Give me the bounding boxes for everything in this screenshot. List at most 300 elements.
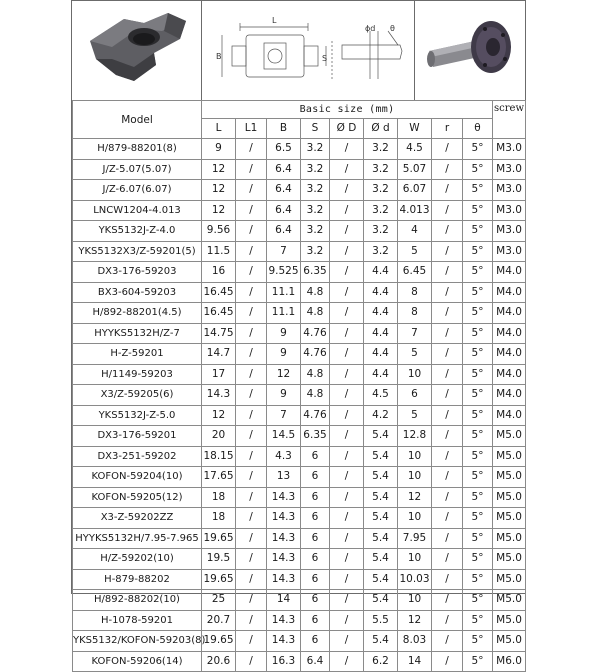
- screw-cell: M3.0: [493, 200, 526, 221]
- model-cell: H/879-88201(8): [73, 139, 202, 160]
- size-cell: 5°: [463, 282, 493, 303]
- screw-cell: M4.0: [493, 303, 526, 324]
- table-row: [73, 139, 526, 160]
- size-cell: /: [432, 528, 463, 549]
- size-cell: 4.2: [364, 405, 398, 426]
- size-cell: 14.75: [202, 323, 236, 344]
- size-cell: 3.2: [364, 159, 398, 180]
- size-cell: 3.2: [301, 159, 330, 180]
- size-cell: /: [236, 446, 267, 467]
- size-cell: 6: [301, 487, 330, 508]
- table-row: [73, 651, 526, 672]
- size-cell: 6.2: [364, 651, 398, 672]
- size-cell: 7.95: [398, 528, 432, 549]
- model-cell: DX3-176-59201: [73, 426, 202, 447]
- size-cell: 16.45: [202, 303, 236, 324]
- size-cell: 20: [202, 426, 236, 447]
- model-cell: H/1149-59203: [73, 364, 202, 385]
- block-part-3d-icon: [72, 1, 201, 100]
- screw-cell: M5.0: [493, 610, 526, 631]
- model-cell: H-Z-59201: [73, 344, 202, 365]
- size-cell: 4.8: [301, 364, 330, 385]
- size-cell: 5°: [463, 221, 493, 242]
- size-cell: 20.6: [202, 651, 236, 672]
- size-cell: 4.4: [364, 262, 398, 283]
- size-cell: 5°: [463, 651, 493, 672]
- size-cell: 14: [398, 651, 432, 672]
- size-cell: 4.76: [301, 405, 330, 426]
- size-cell: 5°: [463, 590, 493, 611]
- size-cell: 20.7: [202, 610, 236, 631]
- screw-cell: M5.0: [493, 426, 526, 447]
- size-cell: 17: [202, 364, 236, 385]
- model-header: Model: [73, 101, 202, 139]
- size-cell: 5°: [463, 569, 493, 590]
- model-cell: X3-Z-59202ZZ: [73, 508, 202, 529]
- size-cell: 6: [301, 446, 330, 467]
- screw-cell: M5.0: [493, 631, 526, 652]
- screw-cell: M4.0: [493, 385, 526, 406]
- size-cell: 19.5: [202, 549, 236, 570]
- table-row: [73, 405, 526, 426]
- size-cell: /: [236, 385, 267, 406]
- size-cell: 5°: [463, 549, 493, 570]
- size-cell: 12.8: [398, 426, 432, 447]
- model-cell: YKS5132X3/Z-59201(5): [73, 241, 202, 262]
- screw-cell: M4.0: [493, 364, 526, 385]
- size-cell: /: [236, 303, 267, 324]
- size-cell: 3.2: [364, 180, 398, 201]
- size-cell: 5°: [463, 446, 493, 467]
- size-cell: /: [330, 385, 364, 406]
- table-row: [73, 487, 526, 508]
- size-cell: 5.07: [398, 159, 432, 180]
- column-header: θ: [463, 119, 493, 139]
- size-cell: 5.4: [364, 426, 398, 447]
- table-row: [73, 303, 526, 324]
- table-row: [73, 241, 526, 262]
- size-cell: /: [432, 487, 463, 508]
- size-cell: 10.03: [398, 569, 432, 590]
- model-cell: YKS5132J-Z-4.0: [73, 221, 202, 242]
- size-cell: /: [236, 241, 267, 262]
- size-cell: /: [330, 262, 364, 283]
- screw-cell: M5.0: [493, 446, 526, 467]
- size-cell: 10: [398, 364, 432, 385]
- model-cell: H-879-88202: [73, 569, 202, 590]
- size-cell: 6.4: [267, 200, 301, 221]
- size-cell: 3.2: [301, 241, 330, 262]
- size-cell: 9: [267, 385, 301, 406]
- size-cell: /: [330, 200, 364, 221]
- size-cell: 3.2: [301, 221, 330, 242]
- size-cell: 5.4: [364, 528, 398, 549]
- size-cell: 5°: [463, 364, 493, 385]
- table-row: [73, 364, 526, 385]
- size-cell: /: [330, 303, 364, 324]
- size-cell: 5.4: [364, 508, 398, 529]
- screw-cell: M5.0: [493, 569, 526, 590]
- size-cell: 4.4: [364, 364, 398, 385]
- screw-cell: M5.0: [493, 590, 526, 611]
- size-cell: /: [236, 159, 267, 180]
- size-cell: /: [236, 508, 267, 529]
- size-cell: 19.65: [202, 528, 236, 549]
- table-row: [73, 282, 526, 303]
- size-cell: 5°: [463, 159, 493, 180]
- size-cell: 14.3: [267, 569, 301, 590]
- column-header: Ø d: [364, 119, 398, 139]
- size-cell: 5.5: [364, 610, 398, 631]
- size-cell: 5.4: [364, 569, 398, 590]
- column-header: L: [202, 119, 236, 139]
- size-cell: /: [432, 405, 463, 426]
- size-cell: /: [330, 426, 364, 447]
- size-cell: 6: [301, 590, 330, 611]
- size-cell: 6.5: [267, 139, 301, 160]
- size-cell: 6: [301, 508, 330, 529]
- model-cell: H/Z-59202(10): [73, 549, 202, 570]
- size-cell: /: [432, 364, 463, 385]
- size-cell: 6: [301, 549, 330, 570]
- size-cell: /: [330, 344, 364, 365]
- size-cell: 19.65: [202, 569, 236, 590]
- dim-B-label: B: [216, 52, 222, 61]
- size-cell: 6: [301, 467, 330, 488]
- size-cell: 5: [398, 405, 432, 426]
- size-cell: 6.45: [398, 262, 432, 283]
- size-cell: 14.5: [267, 426, 301, 447]
- size-cell: 16: [202, 262, 236, 283]
- dim-L-label: L: [272, 16, 277, 25]
- size-cell: 6.4: [301, 651, 330, 672]
- model-cell: YKS5132J-Z-5.0: [73, 405, 202, 426]
- size-cell: /: [330, 364, 364, 385]
- table-row: [73, 221, 526, 242]
- size-cell: 5°: [463, 487, 493, 508]
- model-cell: DX3-176-59203: [73, 262, 202, 283]
- model-cell: X3/Z-59205(6): [73, 385, 202, 406]
- size-cell: 4.5: [364, 385, 398, 406]
- size-cell: 5°: [463, 180, 493, 201]
- size-cell: 12: [202, 405, 236, 426]
- size-cell: 5.4: [364, 631, 398, 652]
- size-cell: 10: [398, 467, 432, 488]
- size-cell: 9: [202, 139, 236, 160]
- model-cell: KOFON-59205(12): [73, 487, 202, 508]
- model-cell: HYYKS5132H/7.95-7.965: [73, 528, 202, 549]
- size-cell: 4.013: [398, 200, 432, 221]
- size-cell: 10: [398, 590, 432, 611]
- size-cell: /: [236, 344, 267, 365]
- size-cell: /: [432, 159, 463, 180]
- table-row: [73, 549, 526, 570]
- table-row: [73, 262, 526, 283]
- size-cell: 4.76: [301, 344, 330, 365]
- column-header: r: [432, 119, 463, 139]
- size-cell: 5.4: [364, 590, 398, 611]
- table-row: [73, 323, 526, 344]
- size-cell: 5.4: [364, 446, 398, 467]
- size-cell: 3.2: [364, 221, 398, 242]
- size-cell: /: [330, 446, 364, 467]
- size-cell: 5.4: [364, 549, 398, 570]
- basic-size-header: Basic size (mm): [202, 101, 493, 119]
- size-cell: 4.3: [267, 446, 301, 467]
- screw-cell: M4.0: [493, 323, 526, 344]
- size-cell: 9.56: [202, 221, 236, 242]
- size-cell: 9.525: [267, 262, 301, 283]
- size-cell: /: [330, 610, 364, 631]
- size-cell: /: [330, 528, 364, 549]
- size-cell: 5°: [463, 467, 493, 488]
- size-cell: 4: [398, 221, 432, 242]
- size-cell: 6: [301, 610, 330, 631]
- size-cell: 5.4: [364, 487, 398, 508]
- size-cell: /: [330, 241, 364, 262]
- table-row: [73, 446, 526, 467]
- table-row: [73, 180, 526, 201]
- size-cell: 5: [398, 241, 432, 262]
- size-cell: /: [432, 467, 463, 488]
- model-cell: KOFON-59204(10): [73, 467, 202, 488]
- column-header: Ø D: [330, 119, 364, 139]
- column-header: B: [267, 119, 301, 139]
- size-cell: 12: [202, 180, 236, 201]
- size-cell: 5.4: [364, 467, 398, 488]
- size-cell: 6: [301, 631, 330, 652]
- size-cell: 12: [398, 610, 432, 631]
- size-cell: 4.76: [301, 323, 330, 344]
- size-cell: 4.8: [301, 385, 330, 406]
- column-header: S: [301, 119, 330, 139]
- size-cell: /: [330, 139, 364, 160]
- size-cell: 14: [267, 590, 301, 611]
- size-cell: 9: [267, 323, 301, 344]
- table-row: [73, 426, 526, 447]
- screw-header: screw: [493, 101, 526, 139]
- size-cell: 5°: [463, 303, 493, 324]
- size-cell: 10: [398, 508, 432, 529]
- size-cell: 4.8: [301, 303, 330, 324]
- size-cell: /: [432, 221, 463, 242]
- size-cell: /: [236, 262, 267, 283]
- screw-cell: M3.0: [493, 159, 526, 180]
- size-cell: 5°: [463, 405, 493, 426]
- size-cell: /: [432, 549, 463, 570]
- size-cell: 6: [301, 528, 330, 549]
- model-cell: BX3-604-59203: [73, 282, 202, 303]
- size-cell: 3.2: [364, 200, 398, 221]
- size-cell: 17.65: [202, 467, 236, 488]
- model-cell: H/892-88202(10): [73, 590, 202, 611]
- screw-cell: M4.0: [493, 282, 526, 303]
- table-row: [73, 610, 526, 631]
- model-cell: KOFON-59206(14): [73, 651, 202, 672]
- screw-cell: M5.0: [493, 528, 526, 549]
- model-cell: DX3-251-59202: [73, 446, 202, 467]
- size-cell: /: [236, 221, 267, 242]
- size-cell: 6.4: [267, 180, 301, 201]
- size-cell: 5°: [463, 528, 493, 549]
- table-row: [73, 344, 526, 365]
- table-row: [73, 385, 526, 406]
- size-cell: /: [432, 508, 463, 529]
- size-cell: 14.3: [267, 610, 301, 631]
- table-row: [73, 569, 526, 590]
- size-cell: 5°: [463, 139, 493, 160]
- size-cell: 5°: [463, 344, 493, 365]
- table-row: [73, 467, 526, 488]
- size-cell: /: [330, 508, 364, 529]
- size-cell: 9: [267, 344, 301, 365]
- size-cell: /: [236, 200, 267, 221]
- size-cell: /: [330, 631, 364, 652]
- size-cell: 12: [202, 159, 236, 180]
- screw-cell: M4.0: [493, 262, 526, 283]
- size-cell: /: [236, 549, 267, 570]
- size-cell: 18.15: [202, 446, 236, 467]
- screw-cell: M6.0: [493, 651, 526, 672]
- size-cell: 6.07: [398, 180, 432, 201]
- size-cell: 11.5: [202, 241, 236, 262]
- size-cell: 16.3: [267, 651, 301, 672]
- size-cell: 4.8: [301, 282, 330, 303]
- size-cell: 6.35: [301, 262, 330, 283]
- size-cell: /: [330, 467, 364, 488]
- size-cell: 25: [202, 590, 236, 611]
- size-cell: /: [330, 651, 364, 672]
- size-cell: /: [330, 590, 364, 611]
- size-cell: 5°: [463, 385, 493, 406]
- size-cell: 18: [202, 487, 236, 508]
- size-cell: 5°: [463, 323, 493, 344]
- size-cell: /: [432, 631, 463, 652]
- size-cell: 5°: [463, 631, 493, 652]
- spec-sheet: [71, 0, 526, 667]
- size-cell: 6.35: [301, 426, 330, 447]
- size-cell: 4.4: [364, 344, 398, 365]
- size-cell: 4.5: [398, 139, 432, 160]
- size-cell: /: [236, 405, 267, 426]
- size-cell: /: [236, 569, 267, 590]
- size-cell: /: [330, 221, 364, 242]
- size-cell: /: [432, 241, 463, 262]
- size-cell: 16.45: [202, 282, 236, 303]
- technical-drawing-icon: [202, 1, 414, 100]
- size-cell: /: [236, 323, 267, 344]
- size-cell: 5°: [463, 508, 493, 529]
- size-cell: 12: [267, 364, 301, 385]
- size-cell: /: [432, 282, 463, 303]
- table-row: [73, 508, 526, 529]
- size-cell: 6.4: [267, 221, 301, 242]
- size-cell: /: [330, 323, 364, 344]
- size-cell: 8: [398, 282, 432, 303]
- size-cell: 14.7: [202, 344, 236, 365]
- size-cell: 5°: [463, 426, 493, 447]
- screw-cell: M5.0: [493, 549, 526, 570]
- size-cell: /: [236, 631, 267, 652]
- model-cell: HYYKS5132H/Z-7: [73, 323, 202, 344]
- size-cell: /: [330, 569, 364, 590]
- size-cell: 4.4: [364, 323, 398, 344]
- size-cell: /: [432, 446, 463, 467]
- size-cell: 14.3: [267, 549, 301, 570]
- size-cell: 8.03: [398, 631, 432, 652]
- model-cell: H-1078-59201: [73, 610, 202, 631]
- size-cell: 5°: [463, 610, 493, 631]
- dim-S-label: S: [322, 54, 328, 63]
- dim-phi-d-label: ϕd: [365, 24, 376, 33]
- size-cell: /: [432, 200, 463, 221]
- size-cell: /: [432, 610, 463, 631]
- size-cell: 3.2: [301, 139, 330, 160]
- size-cell: 12: [202, 200, 236, 221]
- table-row: [73, 631, 526, 652]
- size-cell: 3.2: [364, 241, 398, 262]
- size-cell: /: [432, 262, 463, 283]
- size-cell: 14.3: [267, 528, 301, 549]
- table-row: [73, 200, 526, 221]
- size-cell: 8: [398, 303, 432, 324]
- size-cell: 11.1: [267, 282, 301, 303]
- size-cell: 14.3: [202, 385, 236, 406]
- size-cell: /: [236, 426, 267, 447]
- size-cell: 6: [398, 385, 432, 406]
- size-cell: 12: [398, 487, 432, 508]
- size-cell: /: [236, 651, 267, 672]
- screw-cell: M5.0: [493, 508, 526, 529]
- size-cell: 6.4: [267, 159, 301, 180]
- size-cell: 11.1: [267, 303, 301, 324]
- size-cell: /: [330, 487, 364, 508]
- size-cell: /: [236, 364, 267, 385]
- screw-cell: M5.0: [493, 487, 526, 508]
- screw-cell: M3.0: [493, 180, 526, 201]
- table-row: [73, 528, 526, 549]
- screw-cell: M4.0: [493, 344, 526, 365]
- size-cell: /: [236, 590, 267, 611]
- screw-cell: M4.0: [493, 405, 526, 426]
- size-cell: 4.4: [364, 282, 398, 303]
- size-cell: /: [330, 282, 364, 303]
- size-cell: 3.2: [301, 180, 330, 201]
- size-cell: /: [432, 344, 463, 365]
- size-cell: /: [330, 405, 364, 426]
- size-cell: 19.65: [202, 631, 236, 652]
- size-cell: 14.3: [267, 631, 301, 652]
- size-cell: /: [432, 139, 463, 160]
- size-cell: /: [432, 303, 463, 324]
- size-cell: /: [432, 180, 463, 201]
- screw-part-3d-icon: [415, 1, 525, 100]
- model-cell: H/892-88201(4.5): [73, 303, 202, 324]
- image-band: [72, 1, 525, 101]
- size-cell: /: [236, 487, 267, 508]
- size-cell: 5°: [463, 262, 493, 283]
- size-cell: /: [432, 590, 463, 611]
- model-cell: LNCW1204-4.013: [73, 200, 202, 221]
- screw-cell: M3.0: [493, 139, 526, 160]
- size-cell: 10: [398, 549, 432, 570]
- size-cell: 14.3: [267, 487, 301, 508]
- table-row: [73, 159, 526, 180]
- model-cell: J/Z-6.07(6.07): [73, 180, 202, 201]
- size-cell: 18: [202, 508, 236, 529]
- size-cell: 7: [267, 241, 301, 262]
- size-cell: /: [330, 180, 364, 201]
